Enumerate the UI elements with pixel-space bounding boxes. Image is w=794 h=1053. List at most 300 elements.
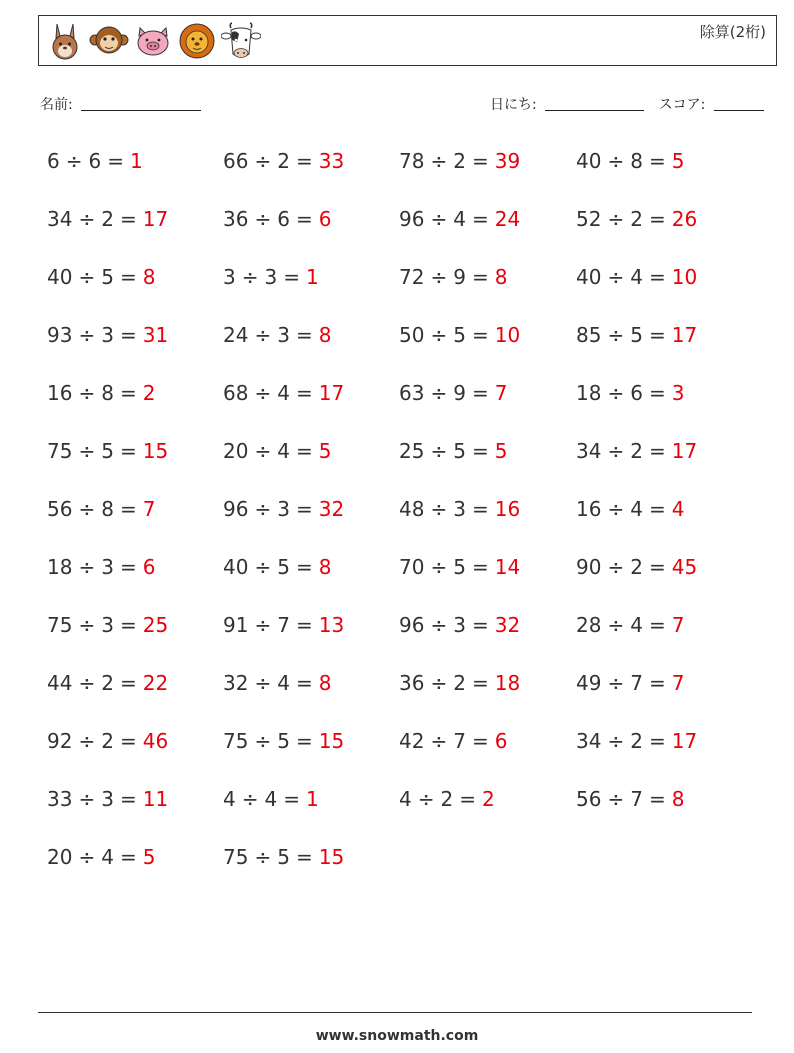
equals-sign: = [648, 671, 666, 695]
problem-answer: 17 [671, 729, 698, 753]
problem-answer: 45 [671, 555, 698, 579]
problem-expression: 40 [47, 265, 73, 289]
problem-divisor: 6 [88, 149, 102, 173]
problem-answer: 7 [671, 613, 685, 637]
problem-item [223, 207, 331, 231]
problem-divisor: 4 [277, 381, 290, 405]
problem-answer: 22 [142, 671, 169, 695]
problem-divisor: 6 [630, 381, 643, 405]
score-label: スコア: [658, 97, 706, 113]
problem-answer: 8 [318, 323, 332, 347]
problem-expression: 44 [47, 671, 73, 695]
problem-item [47, 381, 155, 405]
problem-expression: 75 [47, 613, 73, 637]
problem-expression: 32 [223, 671, 249, 695]
problem-divisor: 4 [101, 845, 114, 869]
problem-divisor: 5 [453, 555, 466, 579]
problem-item [576, 497, 684, 521]
divide-sign: ÷ [65, 149, 83, 173]
problem-item [47, 149, 143, 173]
problem-answer: 8 [494, 265, 508, 289]
problem-expression: 70 [399, 555, 425, 579]
equals-sign: = [295, 729, 313, 753]
problem-answer: 6 [494, 729, 508, 753]
problem-divisor: 2 [101, 671, 114, 695]
problem-expression: 16 [47, 381, 73, 405]
problem-item [576, 149, 684, 173]
problem-item [399, 265, 507, 289]
equals-sign: = [648, 439, 666, 463]
problem-divisor: 4 [630, 497, 643, 521]
problem-divisor: 9 [453, 381, 466, 405]
equals-sign: = [471, 555, 489, 579]
problem-divisor: 7 [277, 613, 290, 637]
problem-divisor: 2 [277, 149, 290, 173]
problem-answer: 17 [671, 439, 698, 463]
equals-sign: = [119, 671, 137, 695]
problem-expression: 50 [399, 323, 425, 347]
problem-answer: 2 [482, 787, 495, 811]
problem-expression: 18 [576, 381, 602, 405]
problem-item [223, 439, 331, 463]
equals-sign: = [648, 555, 666, 579]
problem-item [223, 729, 344, 753]
problem-expression: 33 [47, 787, 73, 811]
divide-sign: ÷ [607, 323, 625, 347]
problem-divisor: 3 [264, 265, 278, 289]
problem-answer: 6 [142, 555, 156, 579]
problem-expression: 36 [223, 207, 249, 231]
problem-divisor: 5 [277, 729, 290, 753]
problem-divisor: 7 [453, 729, 466, 753]
problem-item [223, 323, 331, 347]
equals-sign: = [295, 439, 313, 463]
equals-sign: = [471, 729, 489, 753]
problem-answer: 3 [671, 381, 685, 405]
problem-answer: 5 [142, 845, 156, 869]
equals-sign: = [119, 729, 137, 753]
problem-expression: 6 [47, 149, 60, 173]
problem-item [223, 671, 331, 695]
problem-divisor: 5 [277, 845, 290, 869]
divide-sign: ÷ [430, 381, 448, 405]
divide-sign: ÷ [254, 497, 272, 521]
divide-sign: ÷ [430, 149, 448, 173]
problem-item [399, 671, 520, 695]
problem-expression: 25 [399, 439, 425, 463]
problem-item [47, 671, 168, 695]
problem-item [47, 729, 168, 753]
problem-divisor: 5 [101, 439, 114, 463]
problem-item [576, 729, 697, 753]
problem-item [576, 787, 684, 811]
problem-answer: 33 [318, 149, 345, 173]
equals-sign: = [295, 323, 313, 347]
problem-divisor: 5 [630, 323, 643, 347]
problem-expression: 78 [399, 149, 425, 173]
divide-sign: ÷ [78, 845, 96, 869]
divide-sign: ÷ [78, 439, 96, 463]
problem-answer: 1 [306, 265, 319, 289]
divide-sign: ÷ [78, 787, 96, 811]
problem-divisor: 8 [101, 381, 114, 405]
divide-sign: ÷ [254, 845, 272, 869]
equals-sign: = [471, 149, 489, 173]
problem-divisor: 3 [101, 323, 114, 347]
divide-sign: ÷ [78, 381, 96, 405]
problem-item [399, 149, 520, 173]
divide-sign: ÷ [607, 265, 625, 289]
divide-sign: ÷ [78, 497, 96, 521]
problem-answer: 5 [494, 439, 508, 463]
problem-divisor: 5 [453, 439, 466, 463]
equals-sign: = [295, 207, 313, 231]
problem-expression: 96 [399, 207, 425, 231]
equals-sign: = [471, 381, 489, 405]
equals-sign: = [459, 787, 476, 811]
problem-item [47, 265, 155, 289]
equals-sign: = [119, 845, 137, 869]
equals-sign: = [471, 497, 489, 521]
problem-divisor: 2 [630, 555, 643, 579]
problem-answer: 32 [494, 613, 521, 637]
problem-item [47, 323, 168, 347]
divide-sign: ÷ [607, 613, 625, 637]
problem-divisor: 3 [453, 497, 466, 521]
problem-expression: 40 [576, 149, 602, 173]
problem-expression: 42 [399, 729, 425, 753]
equals-sign: = [107, 149, 124, 173]
problem-expression: 40 [223, 555, 249, 579]
divide-sign: ÷ [607, 439, 625, 463]
problem-answer: 10 [494, 323, 521, 347]
problem-expression: 24 [223, 323, 249, 347]
divide-sign: ÷ [417, 787, 435, 811]
problem-expression: 96 [223, 497, 249, 521]
problem-item [576, 381, 684, 405]
equals-sign: = [119, 787, 137, 811]
problem-expression: 91 [223, 613, 249, 637]
problem-answer: 15 [318, 845, 345, 869]
divide-sign: ÷ [78, 323, 96, 347]
divide-sign: ÷ [430, 729, 448, 753]
problem-divisor: 6 [277, 207, 290, 231]
divide-sign: ÷ [607, 555, 625, 579]
problem-expression: 92 [47, 729, 73, 753]
divide-sign: ÷ [254, 207, 272, 231]
problem-divisor: 2 [630, 439, 643, 463]
problem-item [223, 265, 319, 289]
problem-answer: 1 [306, 787, 319, 811]
problem-divisor: 5 [453, 323, 466, 347]
problem-item [576, 555, 697, 579]
problem-item [223, 497, 344, 521]
equals-sign: = [471, 613, 489, 637]
divide-sign: ÷ [430, 671, 448, 695]
problem-divisor: 7 [630, 787, 643, 811]
problem-item [399, 555, 520, 579]
divide-sign: ÷ [254, 613, 272, 637]
problem-item [576, 265, 697, 289]
problem-expression: 34 [576, 439, 602, 463]
problem-answer: 5 [318, 439, 332, 463]
problem-divisor: 2 [630, 729, 643, 753]
problem-item [223, 149, 344, 173]
problem-expression: 93 [47, 323, 73, 347]
equals-sign: = [295, 671, 313, 695]
problem-answer: 32 [318, 497, 345, 521]
equals-sign: = [295, 497, 313, 521]
problem-divisor: 8 [101, 497, 114, 521]
problem-item [47, 497, 155, 521]
problem-divisor: 5 [101, 265, 114, 289]
divide-sign: ÷ [607, 149, 625, 173]
equals-sign: = [295, 555, 313, 579]
problem-answer: 2 [142, 381, 156, 405]
problem-item [399, 439, 507, 463]
problem-divisor: 4 [630, 613, 643, 637]
problem-item [399, 207, 520, 231]
equals-sign: = [471, 671, 489, 695]
problem-answer: 39 [494, 149, 521, 173]
problem-item [576, 323, 697, 347]
problem-expression: 3 [223, 265, 236, 289]
problem-divisor: 2 [101, 729, 114, 753]
problem-divisor: 3 [101, 787, 114, 811]
problem-answer: 1 [130, 149, 143, 173]
equals-sign: = [648, 729, 666, 753]
problem-item [399, 787, 495, 811]
divide-sign: ÷ [430, 555, 448, 579]
equals-sign: = [648, 613, 666, 637]
equals-sign: = [471, 207, 489, 231]
problem-answer: 7 [142, 497, 156, 521]
problem-expression: 48 [399, 497, 425, 521]
problem-expression: 63 [399, 381, 425, 405]
divide-sign: ÷ [254, 381, 272, 405]
divide-sign: ÷ [78, 729, 96, 753]
problem-expression: 90 [576, 555, 602, 579]
footer-divider [38, 1012, 752, 1013]
problem-item [223, 613, 344, 637]
problem-divisor: 4 [277, 439, 290, 463]
problem-item [576, 439, 697, 463]
equals-sign: = [119, 381, 137, 405]
problem-divisor: 3 [453, 613, 466, 637]
equals-sign: = [648, 787, 666, 811]
problem-item [223, 555, 331, 579]
problem-answer: 31 [142, 323, 169, 347]
problem-answer: 6 [318, 207, 332, 231]
divide-sign: ÷ [78, 555, 96, 579]
problem-item [223, 381, 344, 405]
divide-sign: ÷ [430, 207, 448, 231]
problem-divisor: 3 [101, 555, 114, 579]
problem-item [399, 729, 507, 753]
equals-sign: = [283, 787, 300, 811]
problem-answer: 18 [494, 671, 521, 695]
date-label: 日にち: [490, 97, 537, 113]
problem-divisor: 4 [264, 787, 278, 811]
divide-sign: ÷ [607, 787, 625, 811]
equals-sign: = [119, 207, 137, 231]
equals-sign: = [648, 381, 666, 405]
problem-item [576, 207, 697, 231]
divide-sign: ÷ [78, 671, 96, 695]
problem-item [47, 845, 155, 869]
problem-expression: 4 [223, 787, 236, 811]
problem-divisor: 4 [453, 207, 466, 231]
equals-sign: = [648, 497, 666, 521]
problem-answer: 8 [318, 555, 332, 579]
problem-expression: 75 [223, 729, 249, 753]
equals-sign: = [119, 323, 137, 347]
equals-sign: = [471, 439, 489, 463]
divide-sign: ÷ [254, 555, 272, 579]
problem-answer: 17 [671, 323, 698, 347]
problem-item [47, 207, 168, 231]
divide-sign: ÷ [607, 497, 625, 521]
problem-divisor: 9 [453, 265, 466, 289]
problem-answer: 14 [494, 555, 521, 579]
problem-item [47, 439, 168, 463]
divide-sign: ÷ [254, 671, 272, 695]
problem-answer: 7 [494, 381, 508, 405]
problem-divisor: 2 [453, 671, 466, 695]
divide-sign: ÷ [607, 729, 625, 753]
problem-item [223, 787, 319, 811]
problem-answer: 13 [318, 613, 345, 637]
divide-sign: ÷ [430, 439, 448, 463]
problem-answer: 11 [142, 787, 169, 811]
problem-expression: 66 [223, 149, 249, 173]
problem-answer: 8 [671, 787, 685, 811]
problem-divisor: 3 [101, 613, 114, 637]
problem-expression: 52 [576, 207, 602, 231]
problem-divisor: 4 [630, 265, 643, 289]
problem-expression: 75 [223, 845, 249, 869]
problem-divisor: 2 [630, 207, 643, 231]
problem-expression: 40 [576, 265, 602, 289]
problem-expression: 75 [47, 439, 73, 463]
equals-sign: = [119, 555, 137, 579]
problem-item [576, 671, 684, 695]
problem-answer: 24 [494, 207, 521, 231]
problem-answer: 8 [142, 265, 156, 289]
problem-item [399, 497, 520, 521]
equals-sign: = [295, 613, 313, 637]
problem-expression: 49 [576, 671, 602, 695]
problem-expression: 68 [223, 381, 249, 405]
divide-sign: ÷ [241, 787, 259, 811]
problem-answer: 7 [671, 671, 685, 695]
problem-expression: 96 [399, 613, 425, 637]
name-label: 名前: [40, 97, 73, 113]
problem-divisor: 2 [453, 149, 466, 173]
equals-sign: = [283, 265, 300, 289]
divide-sign: ÷ [607, 207, 625, 231]
problem-answer: 46 [142, 729, 169, 753]
worksheet-title: 除算(2桁) [699, 23, 766, 41]
problem-answer: 16 [494, 497, 521, 521]
divide-sign: ÷ [241, 265, 259, 289]
problem-answer: 15 [142, 439, 169, 463]
divide-sign: ÷ [430, 497, 448, 521]
problem-divisor: 7 [630, 671, 643, 695]
problem-item [576, 613, 684, 637]
divide-sign: ÷ [78, 207, 96, 231]
divide-sign: ÷ [607, 671, 625, 695]
equals-sign: = [295, 381, 313, 405]
divide-sign: ÷ [254, 149, 272, 173]
divide-sign: ÷ [607, 381, 625, 405]
problem-answer: 8 [318, 671, 332, 695]
problem-divisor: 5 [277, 555, 290, 579]
problem-answer: 5 [671, 149, 685, 173]
divide-sign: ÷ [78, 265, 96, 289]
problem-item [47, 787, 168, 811]
divide-sign: ÷ [254, 729, 272, 753]
problem-divisor: 8 [630, 149, 643, 173]
problem-item [399, 613, 520, 637]
problem-answer: 17 [318, 381, 345, 405]
problem-item [47, 555, 155, 579]
problem-expression: 34 [47, 207, 73, 231]
divide-sign: ÷ [254, 439, 272, 463]
equals-sign: = [295, 845, 313, 869]
problem-item [47, 613, 168, 637]
equals-sign: = [648, 323, 666, 347]
equals-sign: = [648, 149, 666, 173]
problem-answer: 4 [671, 497, 685, 521]
problem-expression: 85 [576, 323, 602, 347]
equals-sign: = [648, 265, 666, 289]
equals-sign: = [119, 613, 137, 637]
divide-sign: ÷ [430, 265, 448, 289]
equals-sign: = [471, 323, 489, 347]
divide-sign: ÷ [430, 323, 448, 347]
footer-site: www.snowmath.com [315, 1028, 479, 1044]
problem-item [399, 381, 507, 405]
equals-sign: = [119, 265, 137, 289]
problem-expression: 16 [576, 497, 602, 521]
problem-answer: 17 [142, 207, 169, 231]
problem-divisor: 3 [277, 497, 290, 521]
problem-item [399, 323, 520, 347]
equals-sign: = [119, 439, 137, 463]
problem-answer: 26 [671, 207, 698, 231]
problem-expression: 20 [223, 439, 249, 463]
equals-sign: = [471, 265, 489, 289]
problem-expression: 36 [399, 671, 425, 695]
equals-sign: = [648, 207, 666, 231]
problem-expression: 56 [576, 787, 602, 811]
problem-answer: 15 [318, 729, 345, 753]
problem-divisor: 2 [101, 207, 114, 231]
problem-divisor: 2 [440, 787, 454, 811]
divide-sign: ÷ [254, 323, 272, 347]
problem-expression: 28 [576, 613, 602, 637]
problem-answer: 25 [142, 613, 169, 637]
problem-answer: 10 [671, 265, 698, 289]
problem-expression: 4 [399, 787, 412, 811]
problem-divisor: 3 [277, 323, 290, 347]
divide-sign: ÷ [430, 613, 448, 637]
problem-expression: 56 [47, 497, 73, 521]
problem-item [223, 845, 344, 869]
problem-expression: 20 [47, 845, 73, 869]
problem-expression: 34 [576, 729, 602, 753]
